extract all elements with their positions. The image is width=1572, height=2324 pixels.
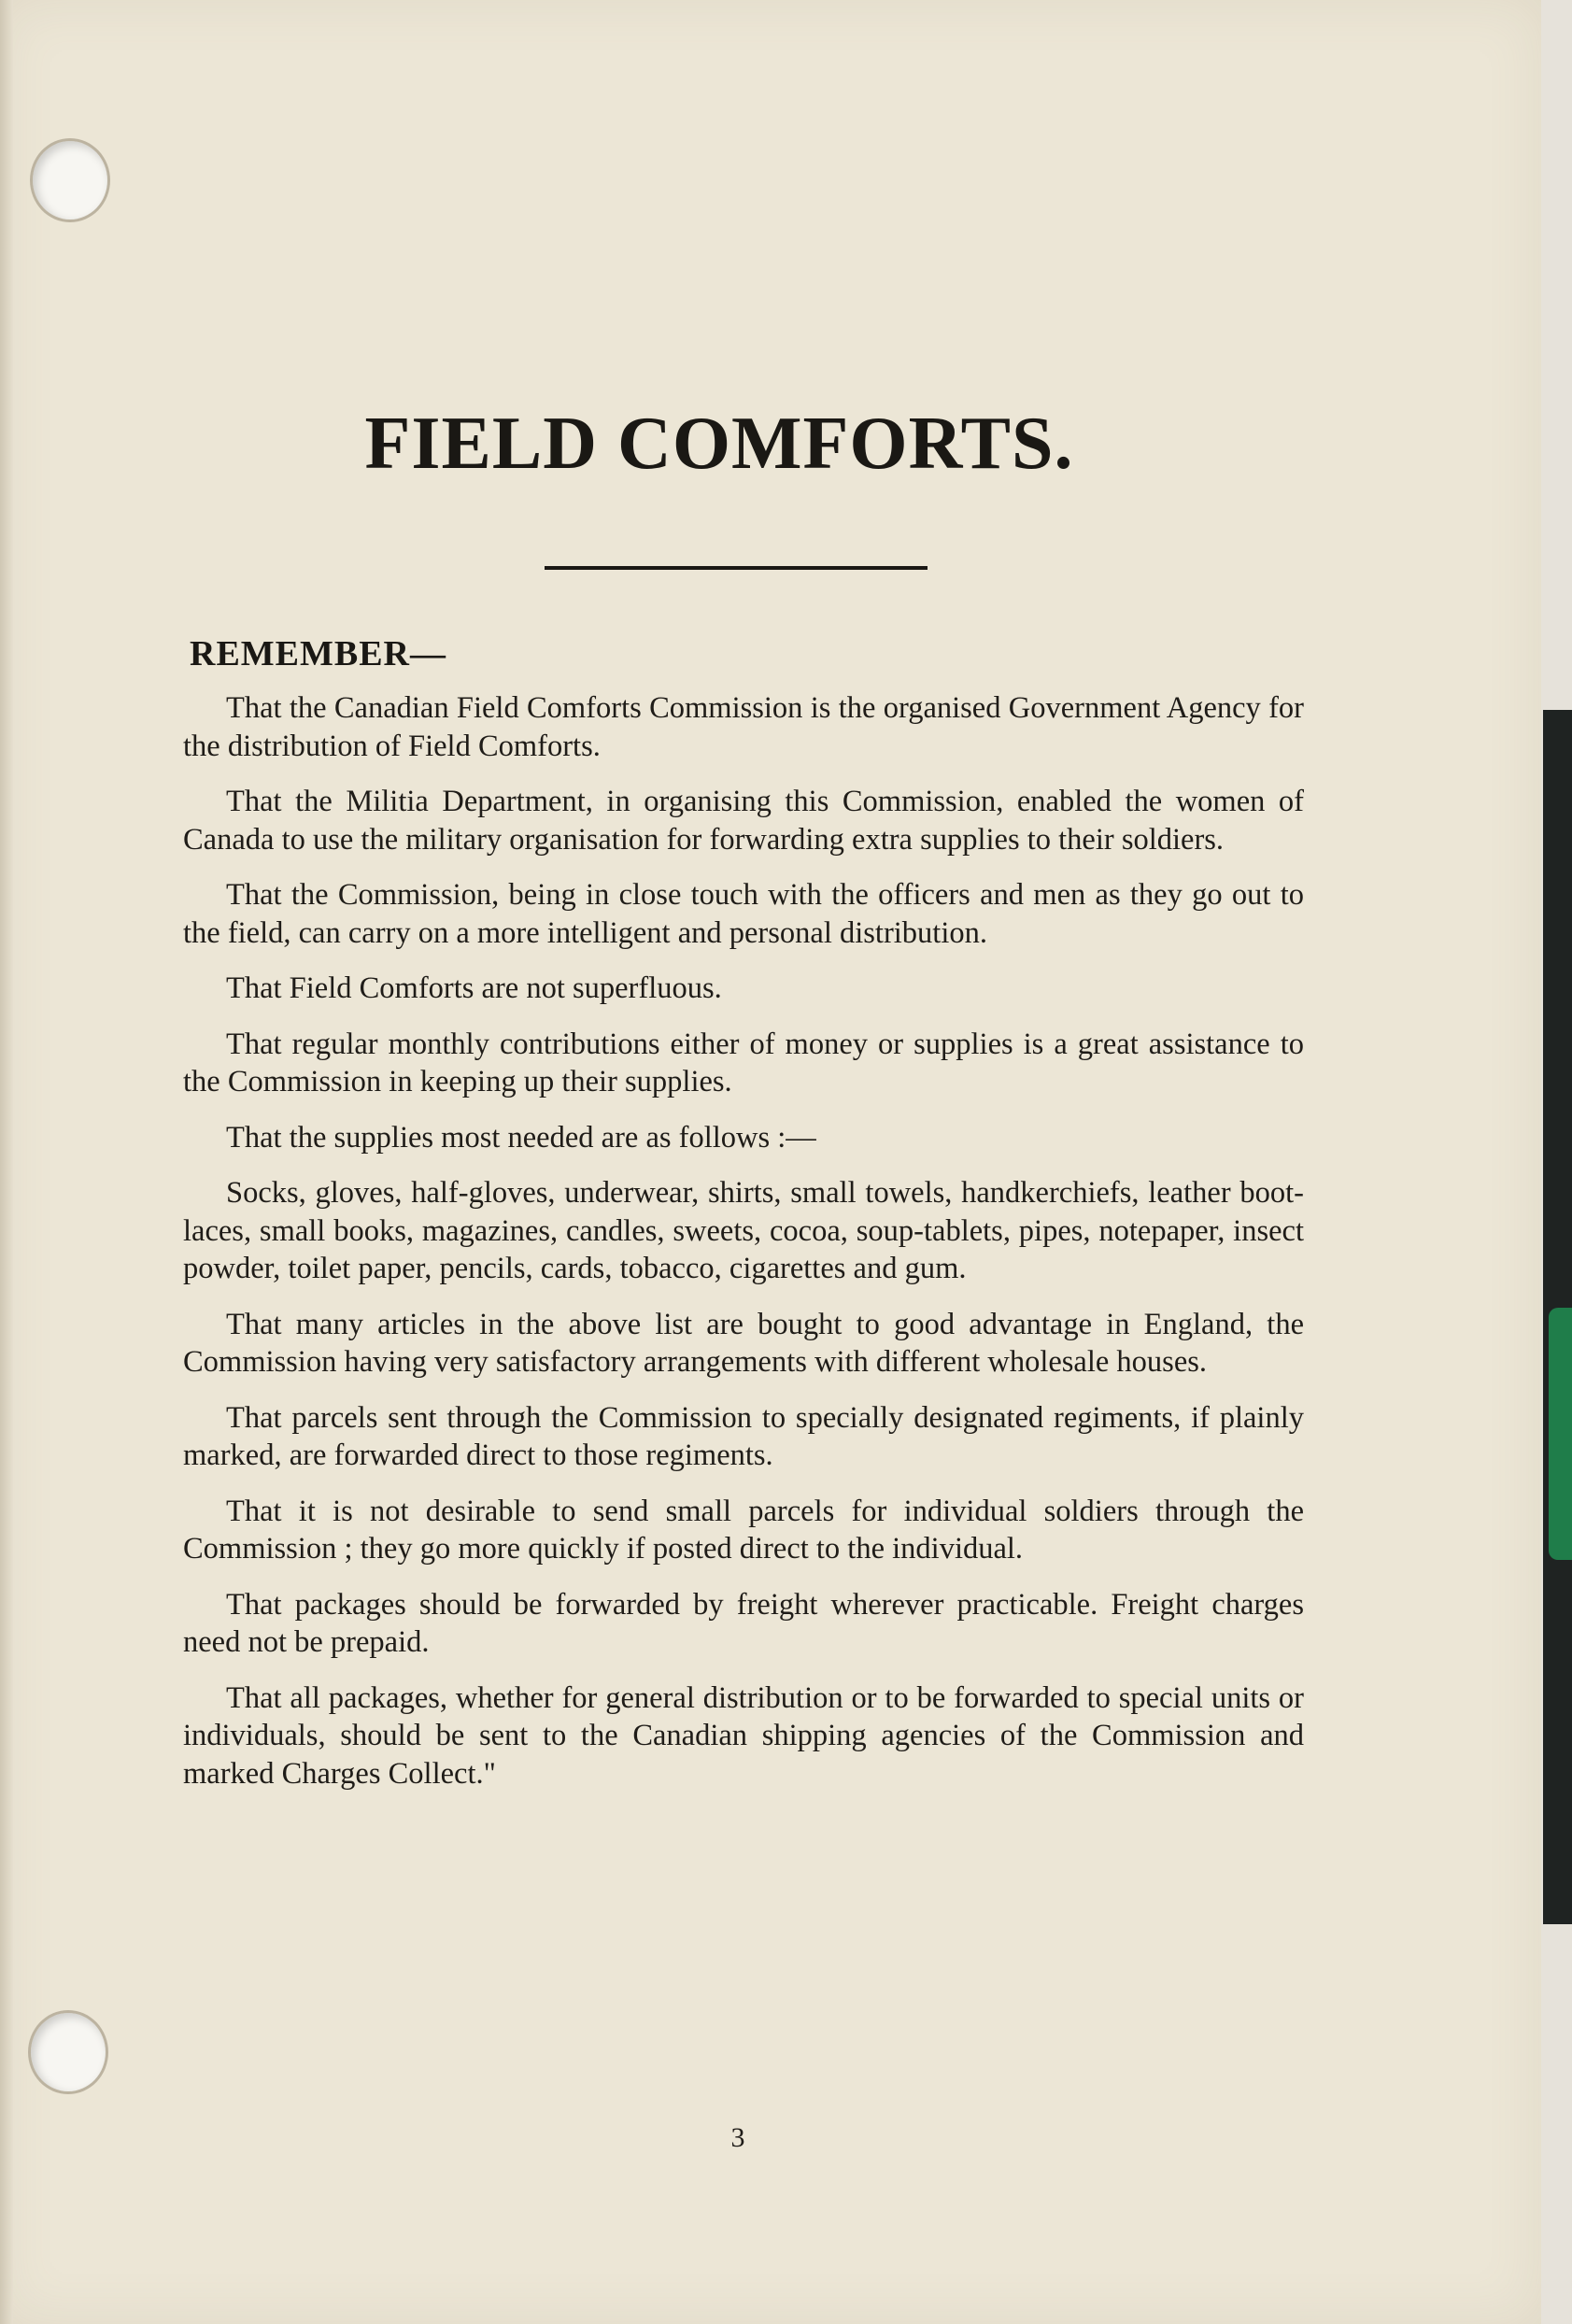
punch-hole-top: [30, 138, 110, 222]
body-text: [183, 689, 1304, 1810]
page-title: FIELD COMFORTS.: [364, 403, 1074, 485]
paragraph: That regular monthly contributions either of money or supplies is a great assistance to the Commission in keeping up their supplies.: [183, 1027, 1304, 1098]
paragraph: That the supplies most needed are as follows :—: [226, 1120, 816, 1155]
paragraph: That all packages, whether for general distribution or to be forwarded to special units or individuals, should be sent to the Canadian shipping agencies of the Commission and marked Charges Collect.": [183, 1680, 1304, 1791]
paragraph: Socks, gloves, half-gloves, underwear, shirts, small towels, handkerchiefs, leather boot-laces, small books, magazines, candles, sweets, cocoa, soup-tablets, pipes, notepaper, insect powder, toilet paper, pencils, cards, tobacco, cigarettes and gum.: [183, 1176, 1304, 1285]
paragraph: That Field Comforts are not superfluous.: [226, 971, 722, 1005]
page-number: 3: [730, 2122, 745, 2153]
green-background-tab: [1549, 1308, 1572, 1560]
background-edge: [1541, 0, 1572, 2324]
paragraph: That the Militia Department, in organising this Commission, enabled the women of Canada to use the military organisation for forwarding extra supplies to their soldiers.: [183, 785, 1304, 857]
punch-hole-bottom: [28, 2010, 108, 2094]
paragraph: That packages should be forwarded by freight wherever practicable. Freight charges need not be prepaid.: [183, 1587, 1304, 1659]
title-underline: [545, 566, 928, 570]
paragraph: That the Commission, being in close touch with the officers and men as they go out to the field, can carry on a more intelligent and personal distribution.: [183, 878, 1304, 950]
page-spine: [0, 0, 13, 2324]
paragraph: That it is not desirable to send small parcels for individual soldiers through the Commission ; they go more quickly if posted direct to the individual.: [183, 1494, 1304, 1566]
paragraph: That the Canadian Field Comforts Commission is the organised Government Agency for the distribution of Field Comforts.: [183, 691, 1304, 763]
paragraph: That many articles in the above list are bought to good advantage in England, the Commission having very satisfactory arrangements with different wholesale houses.: [183, 1307, 1304, 1379]
section-heading: REMEMBER—: [190, 634, 446, 673]
paragraph: That parcels sent through the Commission to specially designated regiments, if plainly marked, are forwarded direct to those regiments.: [183, 1400, 1304, 1472]
